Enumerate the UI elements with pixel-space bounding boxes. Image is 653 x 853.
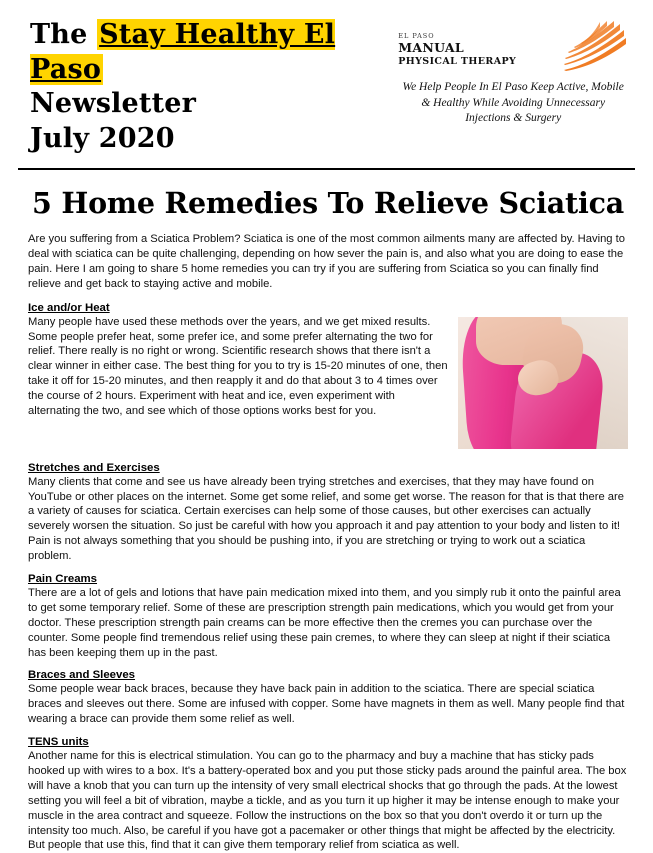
logo [398, 20, 628, 76]
masthead [0, 0, 653, 162]
masthead-line-1 [30, 18, 395, 87]
section-heading: Ice and/or Heat [28, 301, 110, 314]
section-heading: Stretches and Exercises [28, 461, 160, 474]
section-stretches-and-exercises [28, 462, 628, 564]
tagline-line-3: Injections & Surgery [465, 112, 562, 125]
tagline-line-1: We Help People In El Paso Keep Active, Mobile [402, 81, 624, 93]
article [0, 170, 653, 853]
section-heading: Braces and Sleeves [28, 669, 136, 682]
tagline-line-2: & Healthy While Avoiding Unnecessary [421, 96, 606, 109]
masthead-line-3: July 2020 [30, 122, 175, 154]
logo-manual-text: MANUAL [398, 40, 464, 55]
section-body: Many people have used these methods over the years, and we get mixed results. Some people prefer heat, some prefer ice, and some prefer alternating the two for relief. There really is no right or wrong. Scientific research shows that there isn't a clear winner in either case. The best thing for you to try is 15-20 minutes of one, then take it off for 15-20 minutes, and then reapply it and do that about 3 to 4 times over the course of 2 hours. Experiment with heat and ice, even experiment with alternating the two, and see which of those options works best for you. [28, 315, 448, 417]
masthead-logo-block [395, 14, 631, 127]
section-body: Many clients that come and see us have already been trying stretches and exercises, that they may have found on YouTube or other places on the internet. Some get some relief, and some get worse. The reason for that is that there are a variety of causes for sciatica. Certain exercises can help some of those causes, but other exercises can actually severely worsen the situation. So just be careful with how you approach it and pay attention to your body and listen to it! Pain is not always something that you should be pushing into, if you are stretching or trying to work out a sciatica problem. [28, 475, 624, 563]
logo-physical-therapy-text: PHYSICAL THERAPY [398, 56, 517, 68]
masthead-brand-highlight: Stay Healthy El Paso [30, 19, 336, 85]
section-body: There are a lot of gels and lotions that have pain medication mixed into them, and you simply rub it onto the painful area to get some temporary relief. Some of these are prescription strength pain medications, which you would get from your doctor. These prescription strength pain creams can be more effective then the cremes you can purchase over the counter. Some people find tremendous relief using these pain cremes, to where they can sleep at night if their sciatica has been keeping them up in the past. [28, 587, 621, 659]
section-tens-units [28, 736, 628, 853]
article-intro: Are you suffering from a Sciatica Problem? Sciatica is one of the most common ailments many are affected by. Having to deal with sciatica can be quite challenging, depending on how sever the pain is, and also what you are doing to ease the pain. Here I am going to share 5 home remedies you can try if you are suffering from Sciatica so you can finally find relieve and get back to staying active and mobile. [28, 233, 625, 290]
section-ice-and-heat [28, 302, 628, 453]
masthead-line-2: Newsletter [30, 88, 197, 120]
section-body: Another name for this is electrical stimulation. You can go to the pharmacy and buy a machine that has sticky pads hooked up with wires to a box. It's a battery-operated box and you put those sticky pads around the painful area. The box will have a knob that you can turn up the intensity of very small electrical shocks that go through the pads. At the lowest setting you will feel a bit of vibration, maybe a tickle, and as you turn it up higher it may be intense enough to make your muscle in the area contract and squeeze. Follow the instructions on the box so that you don't overdo it or turn up the intensity too much. Also, be careful if you have got a pacemaker or other things that might be affected by the electricity. But people that use this, find that it can give them temporary relief from sciatica as well. [28, 750, 627, 852]
section-braces-and-sleeves [28, 669, 628, 727]
logo-wrap [395, 20, 631, 76]
section-body: Some people wear back braces, because they have back pain in addition to the sciatica. There are special sciatica braces and sleeves out there. Some are infused with copper. Some have magnets in them as well. Many people find that wearing a brace can provide them some relief as well. [28, 683, 625, 726]
masthead-the-text: The [30, 19, 98, 50]
woman-hip-pain-photo [458, 317, 628, 449]
logo-text [398, 32, 558, 67]
page-title: 5 Home Remedies To Relieve Sciatica [32, 186, 624, 221]
tagline [395, 80, 631, 127]
section-heading: TENS units [28, 736, 89, 749]
section-heading: Pain Creams [28, 573, 98, 585]
sunburst-icon [562, 20, 628, 72]
section-pain-creams [28, 573, 628, 660]
masthead-title-block [30, 14, 395, 156]
logo-el-paso-text: EL PASO [398, 32, 435, 40]
